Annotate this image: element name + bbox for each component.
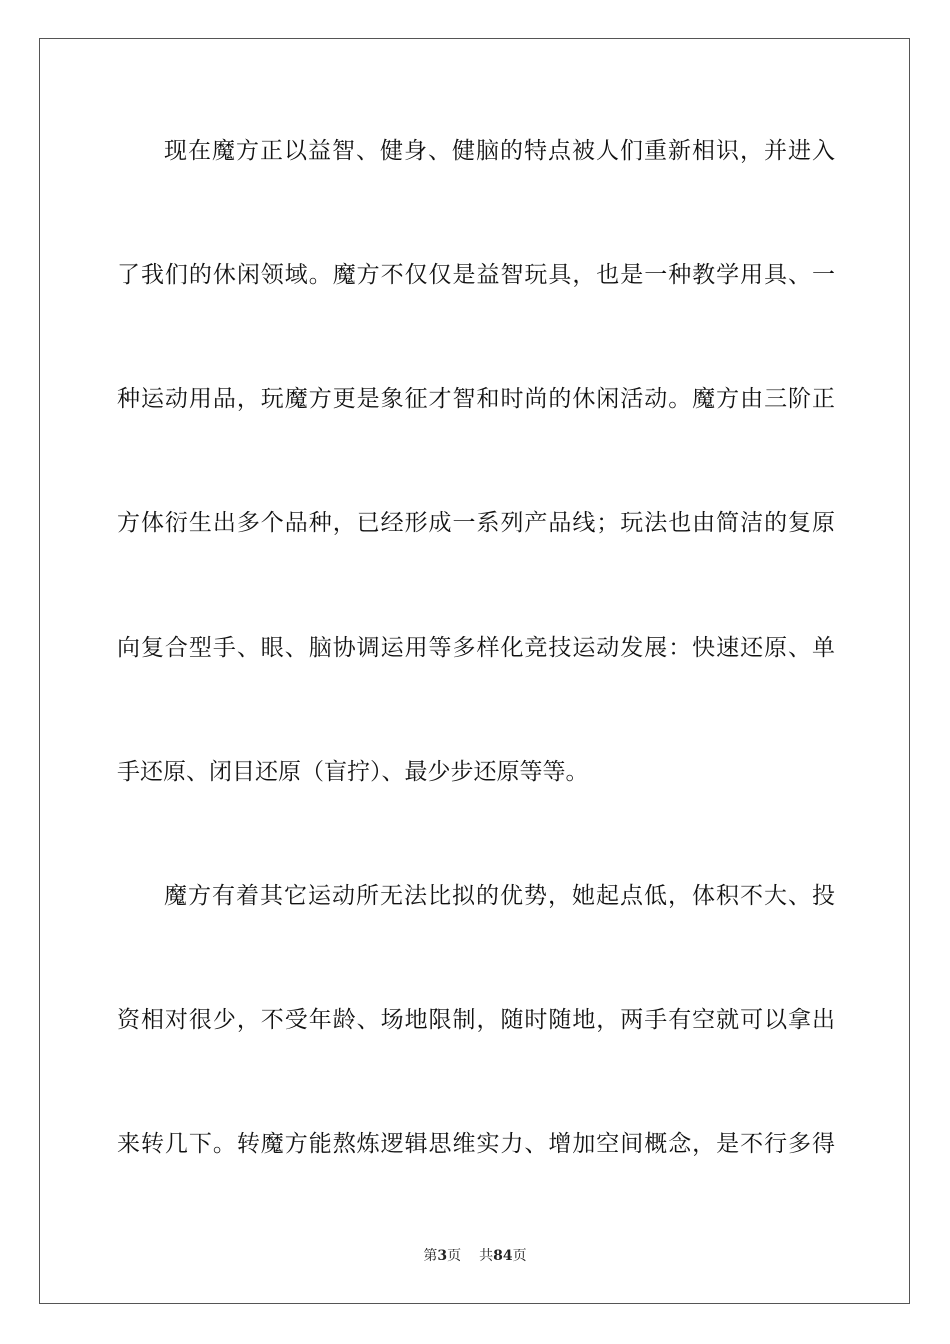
paragraph-1-line-1: 现在魔方正以益智、健身、健脑的特点被人们重新相识，并进入: [164, 138, 835, 164]
paragraph-2-line-1: 魔方有着其它运动所无法比拟的优势，她起点低，体积不大、投: [164, 883, 835, 909]
page-number: 3: [437, 1248, 448, 1264]
paragraph-2-line-2: 资相对很少，不受年龄、场地限制，随时随地，两手有空就可以拿出: [117, 1007, 835, 1033]
page-prefix: 第: [423, 1248, 438, 1264]
total-pages: 84: [493, 1248, 513, 1264]
page-footer: [0, 1247, 950, 1265]
paragraph-2-line-3: 来转几下。转魔方能熬炼逻辑思维实力、增加空间概念，是不行多得: [117, 1131, 835, 1157]
paragraph-1-line-5: 向复合型手、眼、脑协调运用等多样化竞技运动发展：快速还原、单: [117, 635, 835, 661]
page-border: [39, 38, 910, 1304]
paragraph-1-line-4: 方体衍生出多个品种，已经形成一系列产品线；玩法也由简洁的复原: [117, 510, 835, 536]
total-prefix: 共: [479, 1248, 494, 1264]
page-suffix: 页: [447, 1248, 462, 1264]
paragraph-1-line-2: 了我们的休闲领域。魔方不仅仅是益智玩具，也是一种教学用具、一: [117, 262, 835, 288]
paragraph-1-line-3: 种运动用品，玩魔方更是象征才智和时尚的休闲活动。魔方由三阶正: [117, 386, 835, 412]
paragraph-1-line-6: 手还原、闭目还原（盲拧）、最少步还原等等。: [117, 759, 589, 785]
total-suffix: 页: [512, 1248, 527, 1264]
